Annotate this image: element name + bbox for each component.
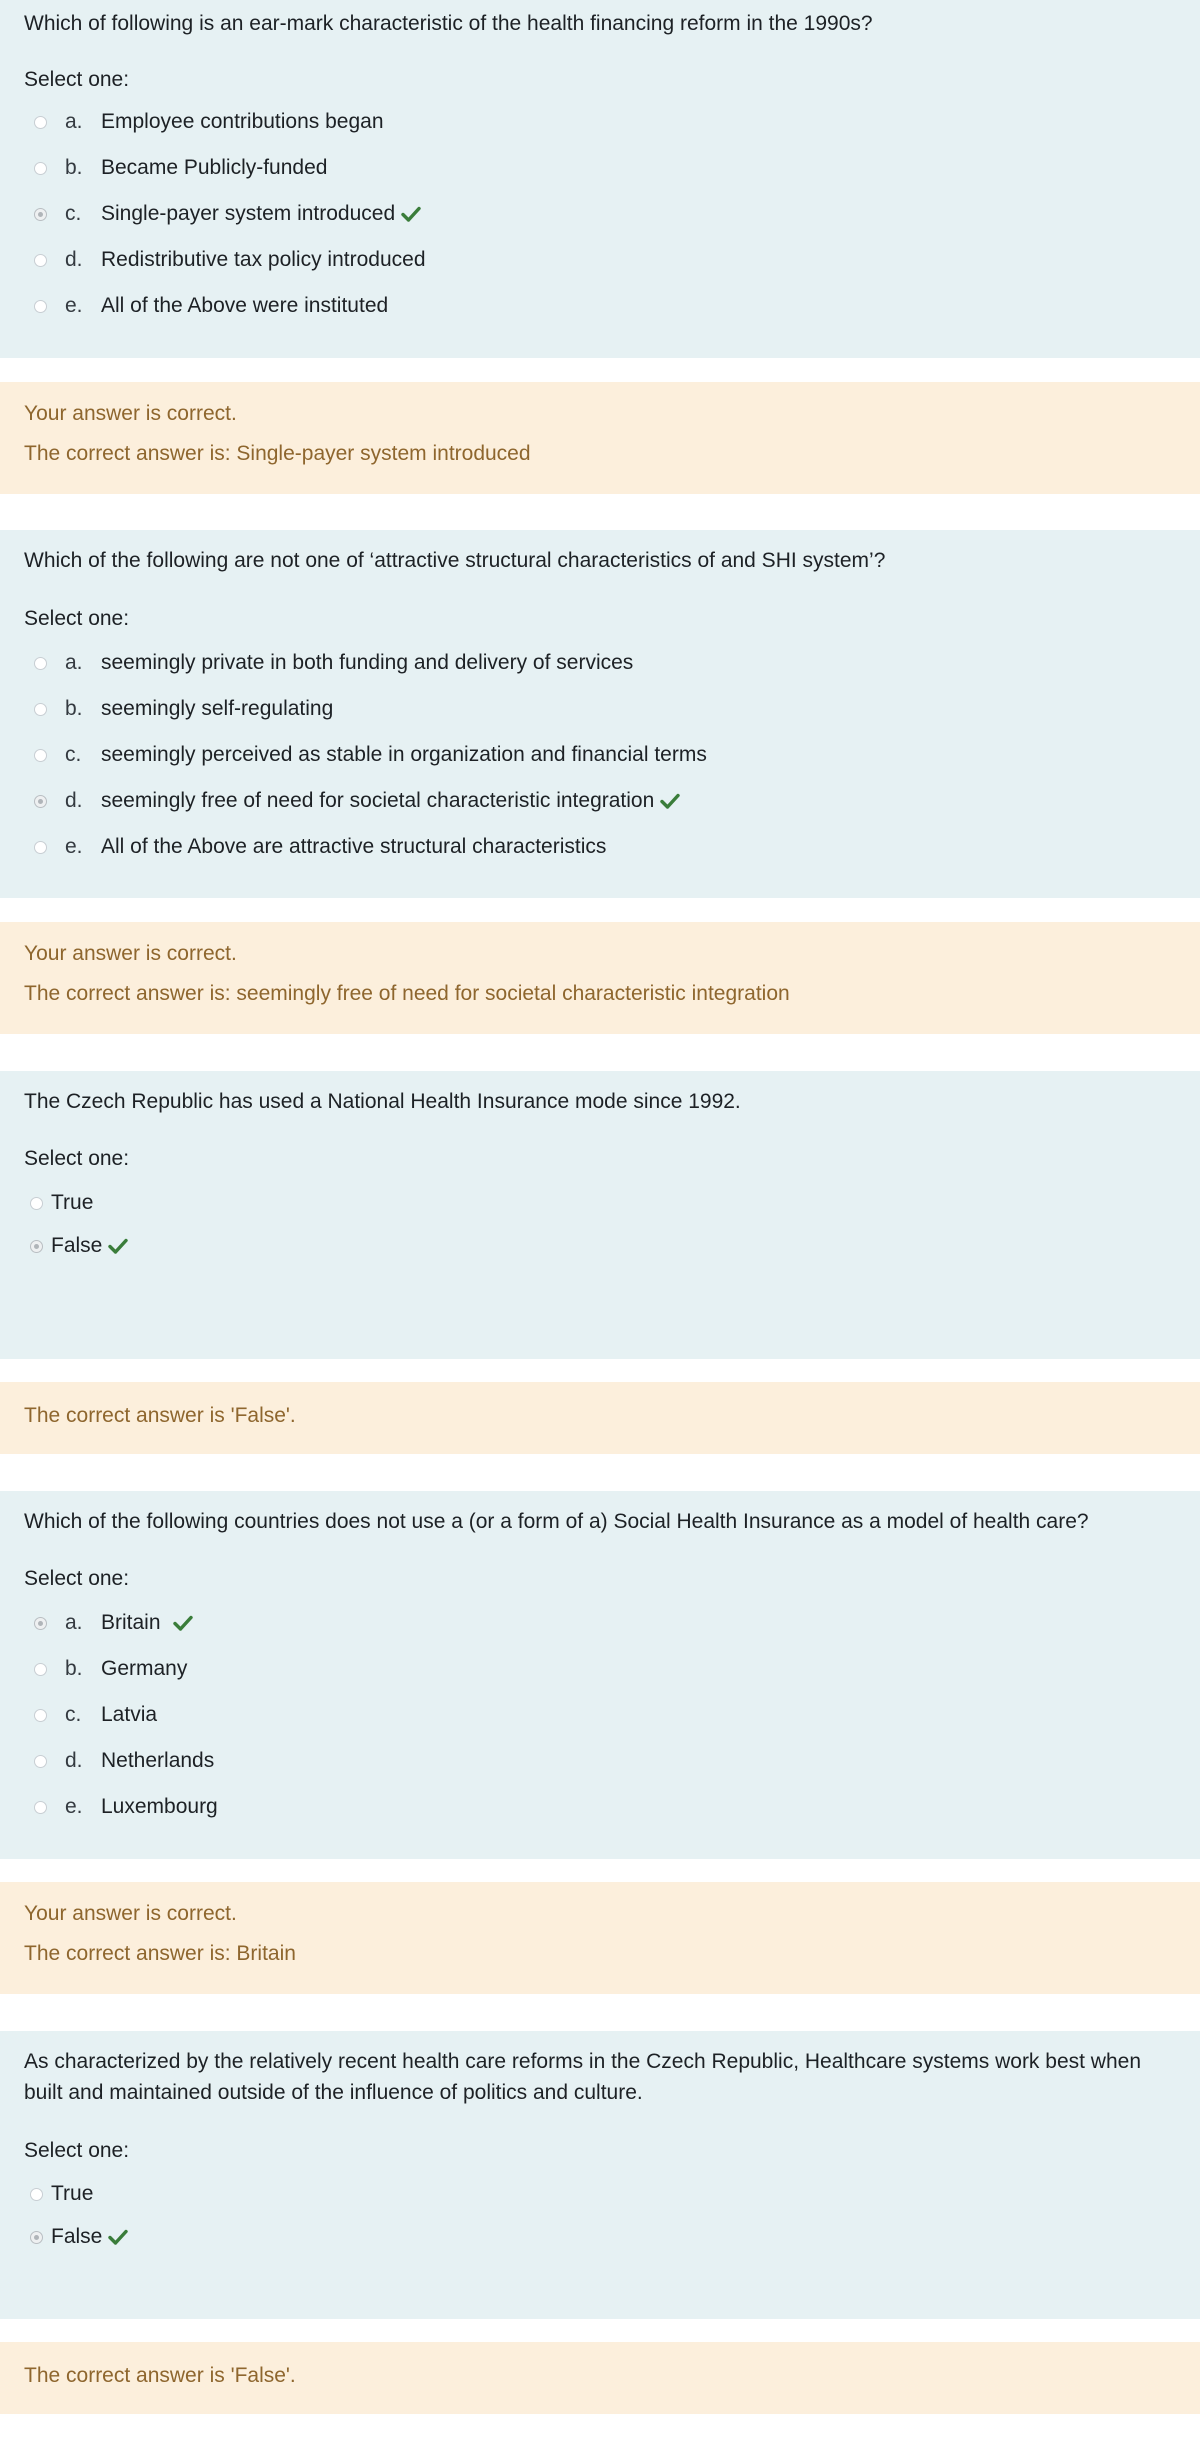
radio-button[interactable] [34,162,47,175]
radio-button[interactable] [34,116,47,129]
option-true[interactable] [30,2177,93,2211]
option-c[interactable] [34,1698,157,1732]
option-letter: d. [65,1749,83,1772]
option-letter: c. [65,743,82,766]
option-label: Single-payer system introduced [101,202,396,225]
option-b[interactable] [34,151,327,185]
option-label: All of the Above were instituted [101,294,389,317]
option-label: True [51,2182,94,2205]
option-e[interactable] [34,289,388,323]
option-b[interactable] [34,692,333,726]
option-letter: e. [65,1795,83,1818]
option-label: False [51,1234,103,1257]
question-text: Which of the following are not one of ‘attractive structural characteristics of and SHI system’? [24,549,886,572]
option-false[interactable] [30,1229,128,1263]
correct-answer-text: The correct answer is: Britain [24,1942,296,1965]
checkmark-icon [401,206,421,222]
option-letter: b. [65,156,83,179]
feedback-status: Your answer is correct. [24,1902,237,1925]
option-letter: b. [65,697,83,720]
feedback-5 [0,2342,1200,2414]
question-2 [0,530,1200,898]
option-false[interactable] [30,2220,128,2254]
option-label: seemingly free of need for societal characteristic integration [101,789,655,812]
radio-button[interactable] [34,1709,47,1722]
option-label: All of the Above are attractive structural characteristics [101,835,607,858]
radio-button[interactable] [30,1197,43,1210]
question-text: Which of the following countries does not use a (or a form of a) Social Health Insurance as a model of health care? [24,1510,1089,1533]
radio-button[interactable] [34,254,47,267]
option-d[interactable] [34,243,426,277]
radio-button[interactable] [34,1663,47,1676]
question-5 [0,2031,1200,2319]
correct-answer-text: The correct answer is 'False'. [24,1404,296,1427]
option-label: seemingly private in both funding and delivery of services [101,651,634,674]
radio-button[interactable] [34,300,47,313]
feedback-status: Your answer is correct. [24,402,237,425]
radio-button-selected[interactable] [34,795,47,808]
radio-button[interactable] [34,749,47,762]
option-e[interactable] [34,1790,218,1824]
option-label: False [51,2225,103,2248]
option-true[interactable] [30,1186,93,1220]
option-c[interactable] [34,197,421,231]
option-e[interactable] [34,830,606,864]
question-text: Which of following is an ear-mark characteristic of the health financing reform in the 1990s? [24,12,873,35]
option-letter: d. [65,248,83,271]
option-letter: a. [65,651,83,674]
option-letter: c. [65,202,82,225]
radio-button-selected[interactable] [30,1240,43,1253]
checkmark-icon [660,793,680,809]
option-label: Latvia [101,1703,158,1726]
option-b[interactable] [34,1652,187,1686]
question-text: The Czech Republic has used a National Health Insurance mode since 1992. [24,1090,741,1113]
option-label: Became Publicly-funded [101,156,328,179]
option-letter: e. [65,294,83,317]
option-label: Germany [101,1657,188,1680]
option-letter: b. [65,1657,83,1680]
question-3 [0,1071,1200,1359]
feedback-status: Your answer is correct. [24,942,237,965]
option-a[interactable] [34,646,633,680]
option-label: Luxembourg [101,1795,218,1818]
radio-button[interactable] [34,1755,47,1768]
select-one-label: Select one: [24,2139,130,2162]
option-label: seemingly self-regulating [101,697,334,720]
radio-button[interactable] [34,1801,47,1814]
select-one-label: Select one: [24,607,130,630]
option-letter: d. [65,789,83,812]
checkmark-icon [173,1615,193,1631]
radio-button-selected[interactable] [30,2231,43,2244]
radio-button[interactable] [34,703,47,716]
feedback-4 [0,1882,1200,1994]
option-letter: e. [65,835,83,858]
option-c[interactable] [34,738,707,772]
radio-button[interactable] [34,657,47,670]
checkmark-icon [108,2229,128,2245]
option-label: Redistributive tax policy introduced [101,248,426,271]
select-one-label: Select one: [24,1567,130,1590]
option-d[interactable] [34,1744,214,1778]
select-one-label: Select one: [24,1147,130,1170]
option-a[interactable] [34,105,384,139]
option-label: Employee contributions began [101,110,384,133]
question-text: As characterized by the relatively recent health care reforms in the Czech Republic, Healthcare systems work best when built and maintained outside of the influence of politics and culture. [24,2050,1141,2104]
option-d[interactable] [34,784,680,818]
option-label: Britain [101,1611,161,1634]
radio-button[interactable] [34,841,47,854]
feedback-1 [0,382,1200,494]
checkmark-icon [108,1238,128,1254]
correct-answer-text: The correct answer is: Single-payer system introduced [24,442,531,465]
option-a[interactable] [34,1606,193,1640]
question-4 [0,1491,1200,1859]
option-letter: a. [65,110,83,133]
option-letter: a. [65,1611,83,1634]
option-letter: c. [65,1703,82,1726]
option-label: True [51,1191,94,1214]
radio-button[interactable] [30,2188,43,2201]
option-label: Netherlands [101,1749,215,1772]
question-1 [0,0,1200,358]
option-label: seemingly perceived as stable in organization and financial terms [101,743,707,766]
feedback-3 [0,1382,1200,1454]
radio-button-selected[interactable] [34,208,47,221]
feedback-2 [0,922,1200,1034]
correct-answer-text: The correct answer is 'False'. [24,2364,296,2387]
correct-answer-text: The correct answer is: seemingly free of need for societal characteristic integration [24,982,790,1005]
radio-button-selected[interactable] [34,1617,47,1630]
select-one-label: Select one: [24,68,130,91]
